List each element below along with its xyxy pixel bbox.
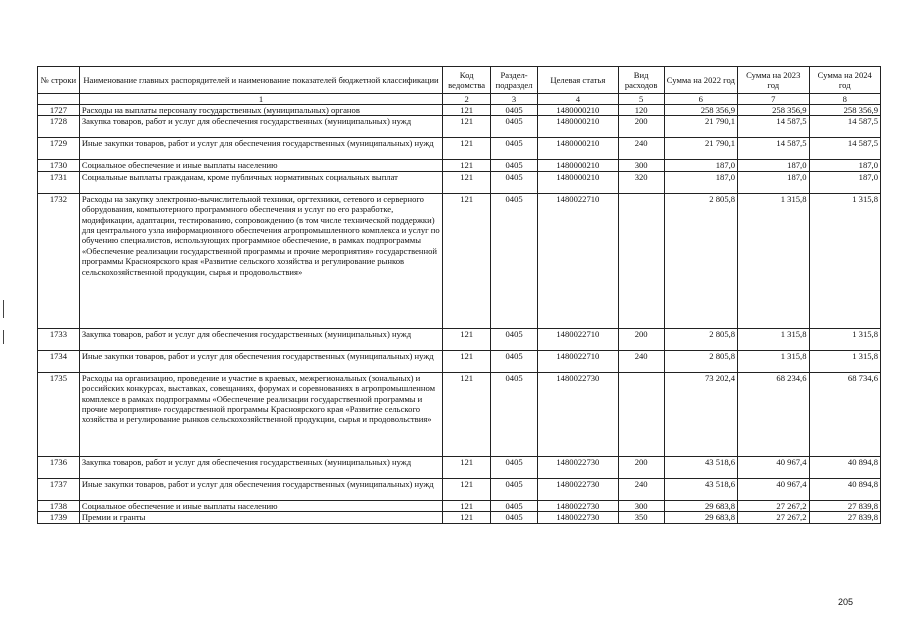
table-row xyxy=(38,138,881,160)
sum-2022: 187,0 xyxy=(664,171,737,193)
row-name: Иные закупки товаров, работ и услуг для обеспечения государственных (муниципальных) нужд xyxy=(79,478,442,500)
target-article: 1480022730 xyxy=(538,372,619,456)
target-article: 1480000210 xyxy=(538,171,619,193)
sum-2024: 1 315,8 xyxy=(809,328,881,350)
expense-type: 320 xyxy=(618,171,664,193)
row-name: Закупка товаров, работ и услуг для обеспечения государственных (муниципальных) нужд xyxy=(79,328,442,350)
table-row xyxy=(38,105,881,116)
row-number: 1730 xyxy=(38,160,80,171)
row-number: 1728 xyxy=(38,116,80,138)
sum-2023: 1 315,8 xyxy=(738,350,809,372)
row-number: 1734 xyxy=(38,350,80,372)
section-code: 0405 xyxy=(491,456,538,478)
table-row xyxy=(38,171,881,193)
department-code: 121 xyxy=(443,171,491,193)
table-row xyxy=(38,372,881,456)
expense-type: 300 xyxy=(618,160,664,171)
target-article: 1480022710 xyxy=(538,350,619,372)
sum-2024: 14 587,5 xyxy=(809,116,881,138)
department-code: 121 xyxy=(443,105,491,116)
target-article: 1480022730 xyxy=(538,512,619,523)
expense-type: 200 xyxy=(618,116,664,138)
scan-margin-mark xyxy=(3,330,4,344)
row-number: 1732 xyxy=(38,193,80,328)
department-code: 121 xyxy=(443,328,491,350)
header-row-number: № строки xyxy=(38,67,80,94)
expense-type: 200 xyxy=(618,328,664,350)
budget-table xyxy=(37,66,881,524)
table-row xyxy=(38,478,881,500)
sum-2024: 1 315,8 xyxy=(809,193,881,328)
row-number: 1733 xyxy=(38,328,80,350)
sum-2024: 14 587,5 xyxy=(809,138,881,160)
sum-2024: 40 894,8 xyxy=(809,478,881,500)
sum-2022: 29 683,8 xyxy=(664,500,737,511)
expense-type: 120 xyxy=(618,105,664,116)
sum-2024: 68 734,6 xyxy=(809,372,881,456)
row-number: 1739 xyxy=(38,512,80,523)
row-name: Расходы на организацию, проведение и участие в краевых, межрегиональных (зональных) и российских конкурсах, выставках, совещаниях, форумах и соревнованиях в агропромышленном комплексе в рамках подпрограммы «Обеспечение реализации государственной программы и прочие мероприятия» государственной программы Красноярского края «Развитие сельского хозяйства и регулирование рынков сельскохозяйственной продукции, сырья и продовольствия» xyxy=(79,372,442,456)
section-code: 0405 xyxy=(491,171,538,193)
expense-type: 350 xyxy=(618,512,664,523)
sum-2022: 43 518,6 xyxy=(664,456,737,478)
scan-margin-mark xyxy=(3,300,4,318)
sum-2024: 27 839,8 xyxy=(809,500,881,511)
sum-2022: 258 356,9 xyxy=(664,105,737,116)
row-number: 1727 xyxy=(38,105,80,116)
column-number: 3 xyxy=(491,94,538,105)
header-expense-type: Вид расходов xyxy=(618,67,664,94)
expense-type: 240 xyxy=(618,478,664,500)
row-name: Премии и гранты xyxy=(79,512,442,523)
sum-2023: 258 356,9 xyxy=(738,105,809,116)
sum-2023: 40 967,4 xyxy=(738,478,809,500)
target-article: 1480000210 xyxy=(538,160,619,171)
expense-type: 200 xyxy=(618,456,664,478)
department-code: 121 xyxy=(443,512,491,523)
section-code: 0405 xyxy=(491,478,538,500)
row-name: Расходы на выплаты персоналу государственных (муниципальных) органов xyxy=(79,105,442,116)
sum-2024: 258 356,9 xyxy=(809,105,881,116)
expense-type xyxy=(618,372,664,456)
sum-2022: 21 790,1 xyxy=(664,138,737,160)
sum-2022: 2 805,8 xyxy=(664,328,737,350)
sum-2023: 40 967,4 xyxy=(738,456,809,478)
sum-2024: 1 315,8 xyxy=(809,350,881,372)
expense-type: 300 xyxy=(618,500,664,511)
sum-2023: 187,0 xyxy=(738,160,809,171)
row-name: Социальные выплаты гражданам, кроме публичных нормативных социальных выплат xyxy=(79,171,442,193)
table-header-row xyxy=(38,67,881,94)
section-code: 0405 xyxy=(491,193,538,328)
row-number: 1738 xyxy=(38,500,80,511)
sum-2023: 1 315,8 xyxy=(738,328,809,350)
target-article: 1480000210 xyxy=(538,116,619,138)
table-row xyxy=(38,456,881,478)
target-article: 1480022730 xyxy=(538,500,619,511)
header-department-code: Код ведомства xyxy=(443,67,491,94)
section-code: 0405 xyxy=(491,138,538,160)
page-number: 205 xyxy=(838,597,854,607)
header-section: Раздел-подраздел xyxy=(491,67,538,94)
sum-2022: 187,0 xyxy=(664,160,737,171)
sum-2023: 68 234,6 xyxy=(738,372,809,456)
section-code: 0405 xyxy=(491,350,538,372)
target-article: 1480000210 xyxy=(538,138,619,160)
table-row xyxy=(38,116,881,138)
row-name: Закупка товаров, работ и услуг для обеспечения государственных (муниципальных) нужд xyxy=(79,456,442,478)
column-number: 2 xyxy=(443,94,491,105)
sum-2022: 29 683,8 xyxy=(664,512,737,523)
row-name: Социальное обеспечение и иные выплаты населению xyxy=(79,500,442,511)
section-code: 0405 xyxy=(491,328,538,350)
sum-2023: 1 315,8 xyxy=(738,193,809,328)
expense-type: 240 xyxy=(618,350,664,372)
sum-2024: 40 894,8 xyxy=(809,456,881,478)
department-code: 121 xyxy=(443,193,491,328)
target-article: 1480022710 xyxy=(538,193,619,328)
section-code: 0405 xyxy=(491,160,538,171)
header-target-article: Целевая статья xyxy=(538,67,619,94)
row-number: 1735 xyxy=(38,372,80,456)
sum-2022: 43 518,6 xyxy=(664,478,737,500)
sum-2023: 27 267,2 xyxy=(738,512,809,523)
column-number: 1 xyxy=(79,94,442,105)
table-row xyxy=(38,512,881,523)
target-article: 1480022730 xyxy=(538,478,619,500)
sum-2023: 14 587,5 xyxy=(738,116,809,138)
sum-2022: 73 202,4 xyxy=(664,372,737,456)
sum-2024: 187,0 xyxy=(809,160,881,171)
target-article: 1480000210 xyxy=(538,105,619,116)
row-number: 1731 xyxy=(38,171,80,193)
department-code: 121 xyxy=(443,372,491,456)
sum-2022: 2 805,8 xyxy=(664,350,737,372)
department-code: 121 xyxy=(443,116,491,138)
section-code: 0405 xyxy=(491,116,538,138)
expense-type: 240 xyxy=(618,138,664,160)
header-sum-2023: Сумма на 2023 год xyxy=(738,67,809,94)
column-number xyxy=(38,94,80,105)
row-name: Расходы на закупку электронно-вычислительной техники, оргтехники, сетевого и серверного оборудования, компьютерного программного обеспечения и услуг по его разработке, модификации, адаптации, тестированию, сопровождению (в том числе технической поддержки) для центрального узла информационного обеспечения агропромышленного комплекса и услуг по обучению специалистов, использующих программное обеспечение, в рамках подпрограммы «Обеспечение реализации государственной программы и прочие мероприятия» государственной программы Красноярского края «Развитие сельского хозяйства и регулирование рынков сельскохозяйственной продукции, сырья и продовольствия» xyxy=(79,193,442,328)
department-code: 121 xyxy=(443,500,491,511)
sum-2024: 187,0 xyxy=(809,171,881,193)
column-number: 6 xyxy=(664,94,737,105)
column-number: 5 xyxy=(618,94,664,105)
column-number: 8 xyxy=(809,94,881,105)
column-number-row xyxy=(38,94,881,105)
row-number: 1737 xyxy=(38,478,80,500)
section-code: 0405 xyxy=(491,372,538,456)
section-code: 0405 xyxy=(491,500,538,511)
row-number: 1729 xyxy=(38,138,80,160)
department-code: 121 xyxy=(443,478,491,500)
table-row xyxy=(38,160,881,171)
table-row xyxy=(38,193,881,328)
column-number: 7 xyxy=(738,94,809,105)
header-name: Наименование главных распорядителей и наименование показателей бюджетной классификации xyxy=(79,67,442,94)
table-row xyxy=(38,328,881,350)
row-name: Иные закупки товаров, работ и услуг для обеспечения государственных (муниципальных) нужд xyxy=(79,138,442,160)
sum-2023: 187,0 xyxy=(738,171,809,193)
department-code: 121 xyxy=(443,350,491,372)
section-code: 0405 xyxy=(491,512,538,523)
sum-2023: 14 587,5 xyxy=(738,138,809,160)
row-name: Закупка товаров, работ и услуг для обеспечения государственных (муниципальных) нужд xyxy=(79,116,442,138)
row-name: Социальное обеспечение и иные выплаты населению xyxy=(79,160,442,171)
department-code: 121 xyxy=(443,138,491,160)
sum-2022: 21 790,1 xyxy=(664,116,737,138)
sum-2024: 27 839,8 xyxy=(809,512,881,523)
table-body xyxy=(38,105,881,524)
target-article: 1480022710 xyxy=(538,328,619,350)
row-number: 1736 xyxy=(38,456,80,478)
table-row xyxy=(38,500,881,511)
department-code: 121 xyxy=(443,160,491,171)
sum-2022: 2 805,8 xyxy=(664,193,737,328)
section-code: 0405 xyxy=(491,105,538,116)
target-article: 1480022730 xyxy=(538,456,619,478)
sum-2023: 27 267,2 xyxy=(738,500,809,511)
column-number: 4 xyxy=(538,94,619,105)
header-sum-2024: Сумма на 2024 год xyxy=(809,67,881,94)
expense-type xyxy=(618,193,664,328)
header-sum-2022: Сумма на 2022 год xyxy=(664,67,737,94)
department-code: 121 xyxy=(443,456,491,478)
table-row xyxy=(38,350,881,372)
row-name: Иные закупки товаров, работ и услуг для обеспечения государственных (муниципальных) нужд xyxy=(79,350,442,372)
